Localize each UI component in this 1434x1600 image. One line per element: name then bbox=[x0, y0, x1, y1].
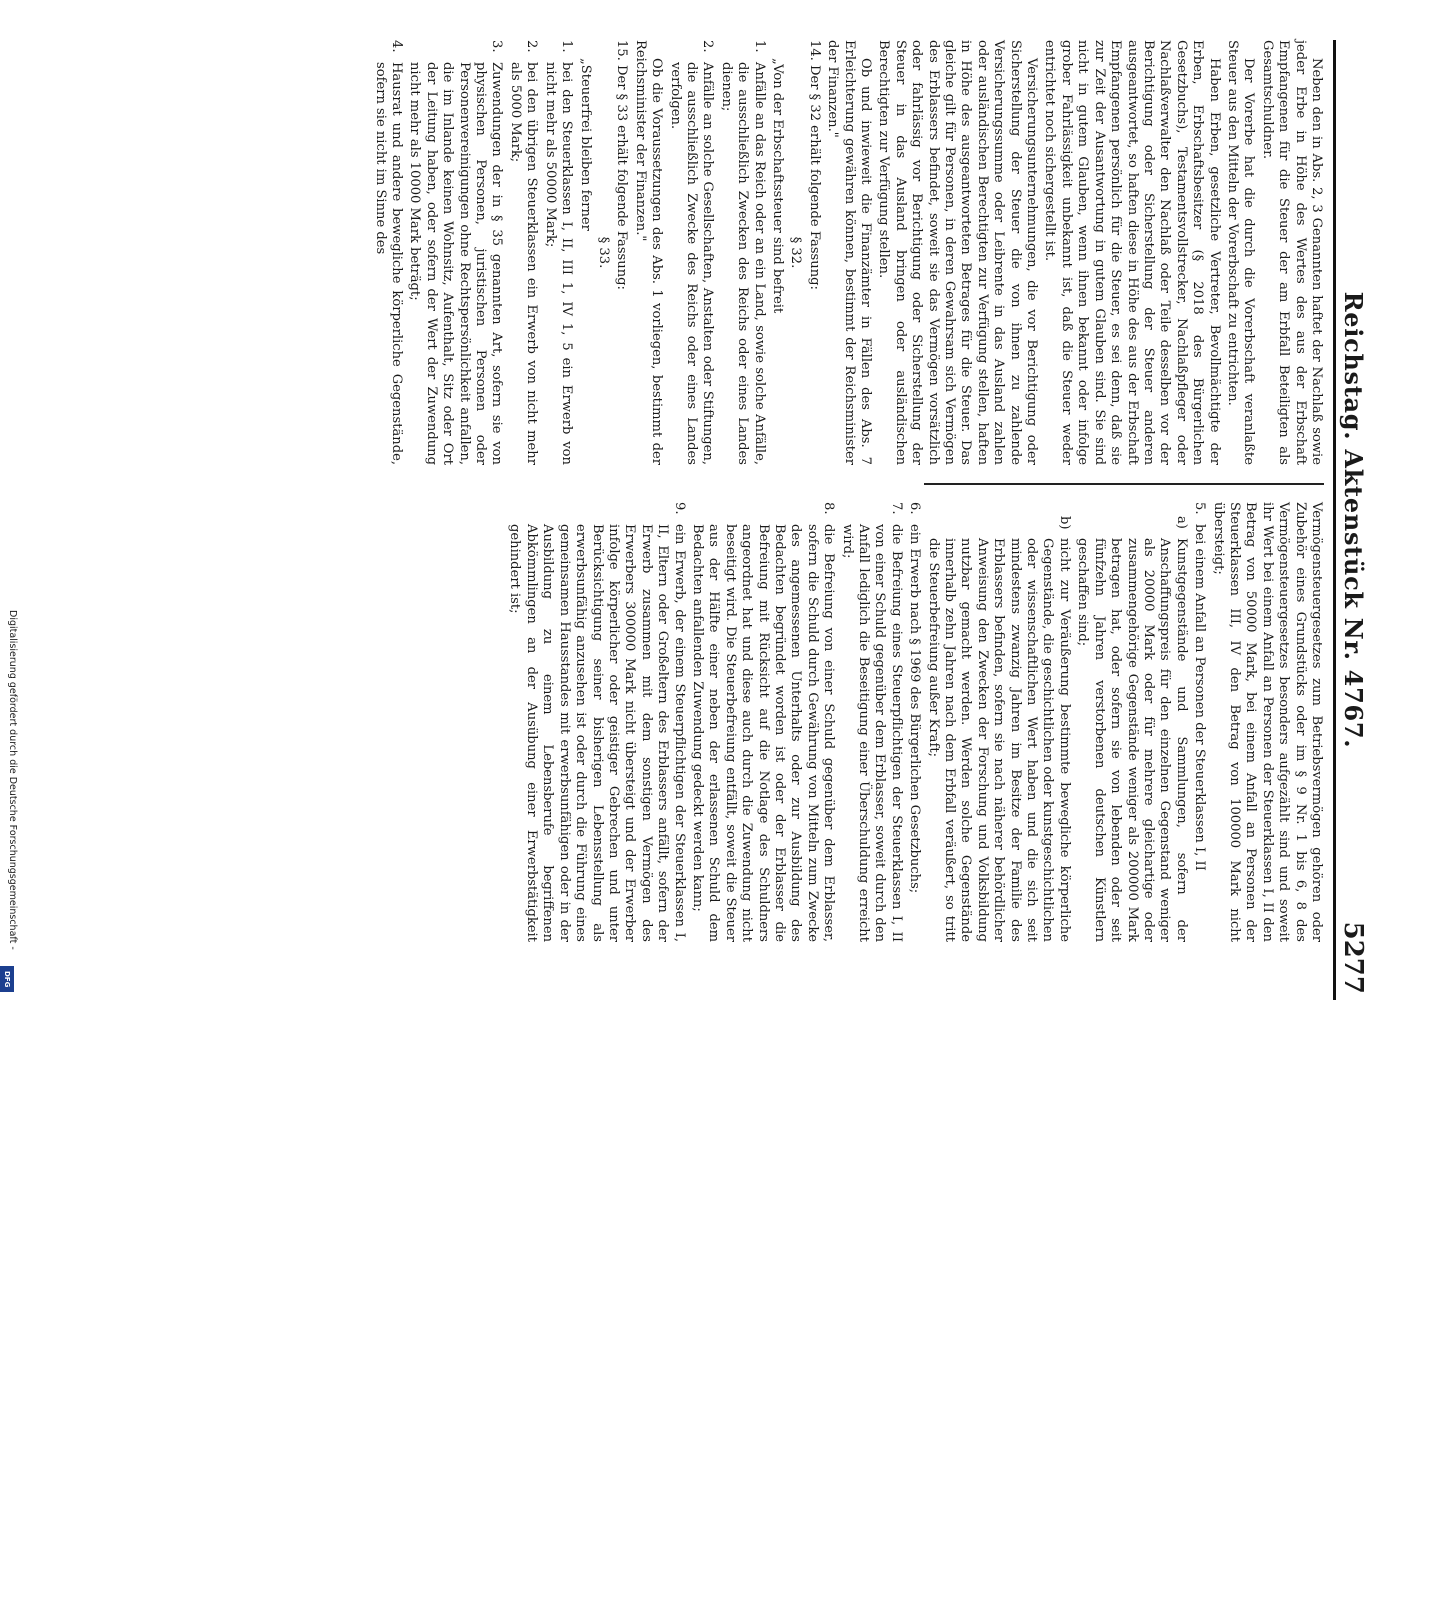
item-text: bei den Steuerklassen I, II, III 1, IV 1, 5 ein Erwerb von nicht mehr als 50000 Mark; bbox=[542, 62, 575, 465]
list-item bbox=[689, 502, 837, 942]
item-text: nicht zur Veräußerung bestimmte bewegliche körperliche Gegenstände, die geschichtlichen oder kunstgeschichtlichen oder wissenschaftlichen Wert haben und die sich seit mindestens zwanzig Jahren im Besitze der Familie des Erblassers befinden, sofern sie nach näherer behördlicher Anweisung den Zwecken der Forschung und Volksbildung nutzbar gemacht werden. Werden solche Gegenstände innerhalb zehn Jahren nach dem Erbfall veräußert, so tritt die Steuerbefreiung außer Kraft; bbox=[925, 538, 1072, 942]
sub-item bbox=[1074, 502, 1189, 942]
item-text: Hausrat und andere bewegliche körperliche Gegenstände, sofern sie nicht im Sinne des bbox=[372, 62, 405, 465]
item-number: 7. bbox=[888, 502, 904, 515]
section-intro: „Steuerfrei bleiben ferner bbox=[577, 58, 593, 231]
paragraph: Versicherungsunternehmungen, die vor Berichtigung oder Sicherstellung der Steuer die von ihnen zu zahlende Versicherungssumme oder Leibrente in das Ausland zahlen oder ausländischen Berechtigten zur Verfügung stellen, haften in Höhe des ausgeantworteten Betrages für die Steuer. Das gleiche gilt für Personen, in deren Gewahrsam sich Vermögen des Erblassers befindet, soweit sie das Vermögen vorsätzlich oder fahrlässig vor Berichtigung oder Sicherstellung der Steuer in das Ausland bringen oder ausländischen Berechtigten zur Verfügung stellen. bbox=[876, 40, 1040, 465]
item-text: ein Erwerb, der einem Steuerpflichtigen der Steuerklassen I, II, Eltern oder Großeltern des Erblassers anfällt, sofern der Erwerb zusammen mit dem sonstigen Vermögen des Erwerbers 300000 Mark nicht übersteigt und der Erwerber infolge körperlicher oder geistiger Gebrechen und unter Berücksichtigung seiner bisherigen Lebensstellung als erwerbsunfähig anzusehen ist oder durch die Führung eines gemeinsamen Hausstandes mit erwerbsunfähigen oder in der Ausbildung zu einem Lebensberufe begriffenen Abkömmlingen an der Ausübung einer Erwerbstätigkeit gehindert ist; bbox=[507, 524, 687, 942]
list-item bbox=[506, 502, 686, 942]
page-header bbox=[1333, 40, 1370, 1000]
list-item bbox=[1191, 502, 1207, 942]
dfg-logo-icon: DFG bbox=[0, 966, 14, 992]
digitization-credit bbox=[4, 610, 24, 1600]
list-item bbox=[541, 40, 574, 465]
item-text: die Befreiung eines Steuerpflichtigen der Steuerklassen I, II von einer Schuld gegenüber dem Erblasser, soweit durch den Anfall lediglich die Beseitigung einer Überschuldung erreicht wird; bbox=[839, 524, 904, 942]
column-divider bbox=[924, 483, 1324, 485]
section-intro: „Von der Erbschaftssteuer sind befreit bbox=[770, 58, 785, 314]
list-item bbox=[371, 40, 404, 465]
section-heading-32: § 32. bbox=[788, 236, 804, 269]
item-text: Kunstgegenstände und Sammlungen, sofern der Anschaffungspreis für den einzelnen Gegenstand weniger als 20000 Mark oder für mehrere gleichartige oder zusammengehörige Gegenstände weniger als 200000 Mark betragen hat, oder sofern sie von lebenden oder seit fünfzehn Jahren verstorbenen deutschen Künstlern geschaffen sind; bbox=[1075, 538, 1189, 942]
header-title: Reichstag. Aktenstück Nr. 4767. bbox=[1339, 291, 1368, 749]
item-text: Anfälle an solche Gesellschaften, Anstalten oder Stiftungen, die ausschließlich Zwecke des Reichs oder eines Landes verfolgen. bbox=[667, 62, 716, 465]
paragraph: Vermögensteuergesetzes zum Betriebsvermögen gehören oder Zubehör eines Grundstücks oder im § 9 Nr. 1 bis 6, 8 des Vermögensteuergesetzes besonders aufgezählt sind und soweit ihr Wert bei einem Anfall an Personen der Steuerklassen I, II den Betrag von 50000 Mark, bei einem Anfall an Personen der Steuerklassen III, IV den Betrag von 100000 Mark nicht übersteigt; bbox=[1210, 502, 1324, 942]
item-letter: b) bbox=[1056, 516, 1072, 530]
item-letter: a) bbox=[1173, 516, 1189, 529]
list-item bbox=[406, 40, 504, 465]
paragraph: Der Vorerbe hat die durch die Vorerbschaft veranlaßte Steuer aus den Mitteln der Vorerbschaft zu entrichten. bbox=[1224, 40, 1257, 465]
right-column bbox=[504, 502, 1324, 942]
paragraph: Ob die Voraussetzungen des Abs. 1 vorliegen, bestimmt der Reichsminister der Finanzen." bbox=[632, 40, 665, 465]
item-text: bei einem Anfall an Personen der Steuerklassen I, II bbox=[1192, 524, 1208, 871]
item-number: 6. bbox=[907, 502, 923, 515]
item-text: die Befreiung von einer Schuld gegenüber dem Erblasser, sofern die Schuld durch Gewährung von Mitteln zum Zwecke des angemessenen Unterhalts oder zur Ausbildung des Bedachten begründet worden ist oder der Erblasser die Befreiung mit Rücksicht auf die Notlage des Schuldners angeordnet hat und diese auch durch die Zuwendung nicht beseitigt wird. Die Steuerbefreiung entfällt, soweit die Steuer aus der Hälfte einer neben der erlassenen Schuld dem Bedachten anfallenden Zuwendung gedeckt werden kann; bbox=[689, 524, 837, 942]
item-number: 3. bbox=[489, 40, 505, 53]
item-number: 9. bbox=[671, 502, 687, 515]
item-text: bei den übrigen Steuerklassen ein Erwerb von nicht mehr als 5000 Mark; bbox=[507, 62, 540, 465]
item-number: 1. bbox=[751, 40, 767, 53]
paragraph: Ob und inwieweit die Finanzämter in Fällen des Abs. 7 Erleichterung gewähren können, bestimmt der Reichsminister der Finanzen." bbox=[825, 40, 874, 465]
sub-item bbox=[924, 502, 1072, 942]
rotated-page bbox=[80, 40, 1370, 1000]
paragraph: Haben Erben, gesetzliche Vertreter, Bevollmächtigte der Erben, Erbschaftsbesitzer (§ 2018 des Bürgerlichen Gesetzbuchs), Testamentsvollstrecker, Nachlaßpfleger oder Nachlaßverwalter den Nachlaß oder Teile desselben vor der Berichtigung oder Sicherstellung der Steuer anderen ausgeantwortet, so haften diese in Höhe des aus der Erbschaft Empfangenen persönlich für die Steuer, es sei denn, daß sie zur Zeit der Ausantwortung in gutem Glauben sind. Sie sind nicht in gutem Glauben, wenn ihnen bekannt oder infolge grober Fahrlässigkeit unbekannt ist, daß die Steuer weder entrichtet noch sichergestellt ist. bbox=[1042, 40, 1222, 465]
item-number: 8. bbox=[821, 502, 837, 515]
list-item bbox=[717, 40, 766, 465]
item-number: 2. bbox=[524, 40, 540, 53]
page-number: 5277 bbox=[1338, 921, 1368, 994]
left-column bbox=[369, 40, 1324, 465]
credit-text: Digitalisierung gefördert durch die Deutsche Forschungsgemeinschaft - bbox=[7, 610, 18, 950]
item-number: 2. bbox=[700, 40, 716, 53]
amendment-item-14: 14. Der § 32 erhält folgende Fassung: bbox=[806, 40, 822, 290]
item-number: 1. bbox=[559, 40, 575, 53]
item-text: ein Erwerb nach § 1969 des Bürgerlichen Gesetzbuchs; bbox=[907, 524, 923, 894]
list-item bbox=[507, 40, 540, 465]
list-item bbox=[838, 502, 904, 942]
item-text: Zuwendungen der in § 35 genannten Art, sofern sie von physischen Personen, juristischen Personen oder Personenvereinigungen ohne Rechtspersönlichkeit anfallen, die im Inlande keinen Wohnsitz, Aufenthalt, Sitz oder Ort der Leitung haben, oder sofern der Wert der Zuwendung nicht mehr als 10000 Mark beträgt; bbox=[407, 62, 505, 465]
item-number: 5. bbox=[1192, 502, 1208, 515]
list-item bbox=[666, 40, 715, 465]
item-number: 4. bbox=[389, 40, 405, 53]
paragraph: Neben den in Abs. 2, 3 Genannten haftet der Nachlaß sowie jeder Erbe in Höhe des Wertes des aus der Erbschaft Empfangenen für die Steuer der am Erbfall Beteiligten als Gesamtschuldner. bbox=[1259, 40, 1324, 465]
amendment-item-15: 15. Der § 33 erhält folgende Fassung: bbox=[614, 40, 630, 290]
list-item bbox=[906, 502, 922, 942]
item-text: Anfälle an das Reich oder an ein Land, sowie solche Anfälle, die ausschließlich Zwecken des Reichs oder eines Landes dienen; bbox=[718, 62, 767, 465]
section-heading-33: § 33. bbox=[595, 236, 611, 269]
